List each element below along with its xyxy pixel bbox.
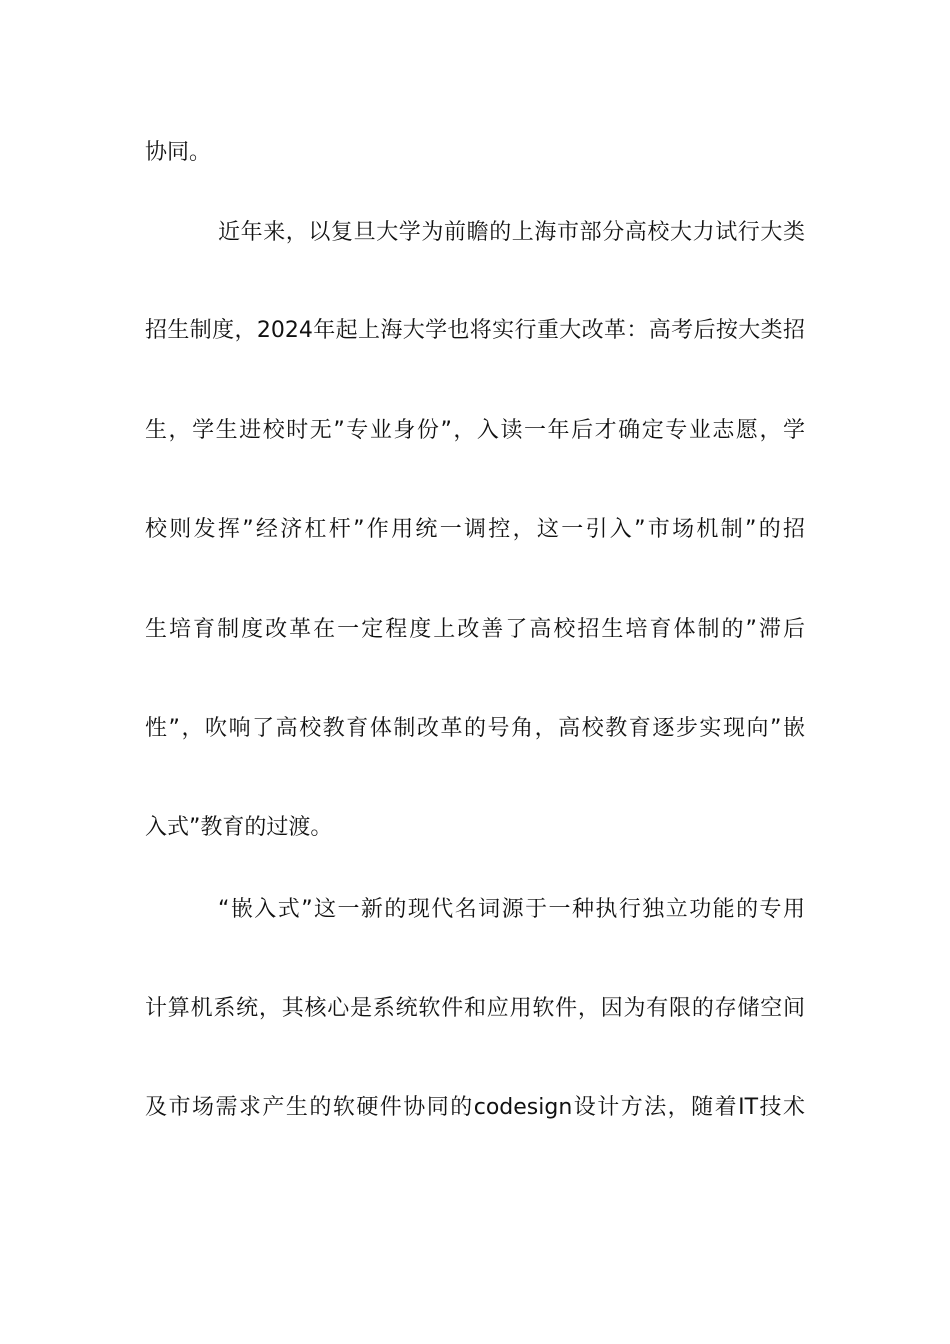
- paragraph-2-line-1: 近年来，以复旦大学为前瞻的上海市部分高校大力试行大类: [218, 220, 805, 245]
- text-line-1: 协同。: [145, 140, 212, 165]
- paragraph-2-line-7: 入式”教育的过渡。: [145, 815, 333, 840]
- paragraph-2-line-5: 生培育制度改革在一定程度上改善了高校招生培育体制的”滞后: [145, 617, 805, 642]
- paragraph-3-line-1: “嵌入式”这一新的现代名词源于一种执行独立功能的专用: [218, 897, 805, 922]
- paragraph-2-line-3: 生，学生进校时无”专业身份”，入读一年后才确定专业志愿，学: [145, 418, 805, 443]
- paragraph-2-line-6: 性”，吹响了高校教育体制改革的号角，高校教育逐步实现向”嵌: [145, 716, 805, 741]
- paragraph-3-line-2: 计算机系统，其核心是系统软件和应用软件，因为有限的存储空间: [145, 996, 805, 1021]
- paragraph-3-line-3: 及市场需求产生的软硬件协同的codesign设计方法，随着IT技术: [145, 1095, 805, 1120]
- paragraph-2-line-2: 招生制度，2024年起上海大学也将实行重大改革：高考后按大类招: [145, 318, 805, 343]
- paragraph-2-line-4: 校则发挥”经济杠杆”作用统一调控，这一引入”市场机制”的招: [145, 517, 805, 542]
